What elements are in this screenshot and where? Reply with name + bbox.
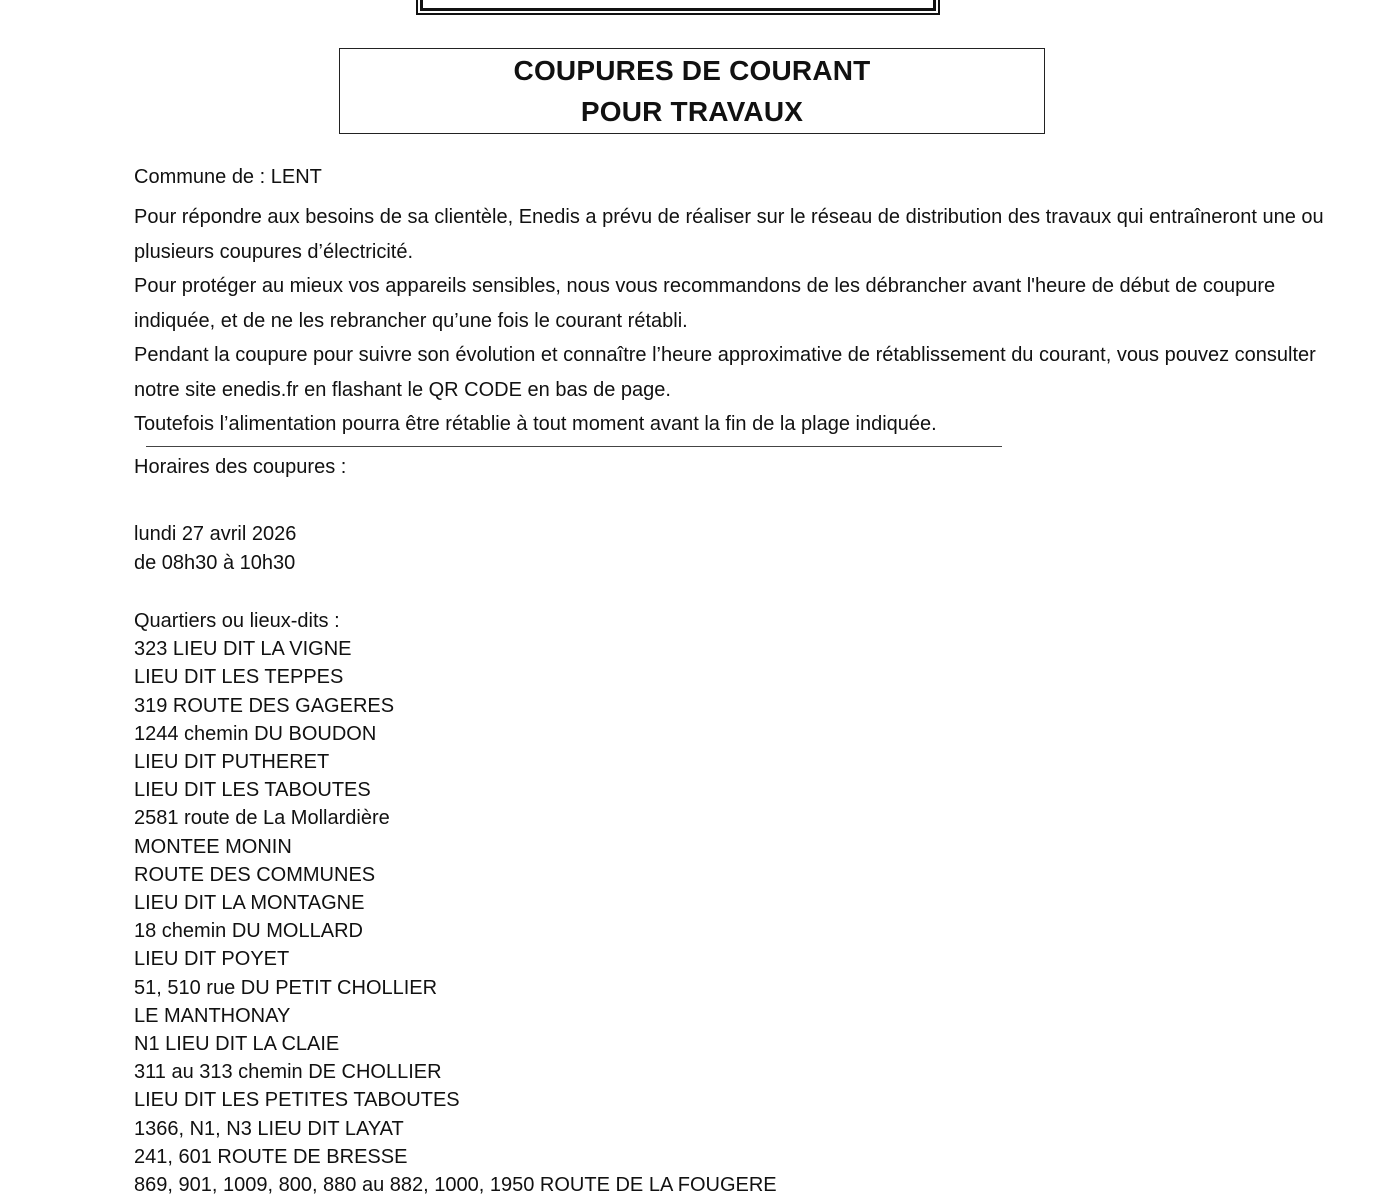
paragraph-restore: Toutefois l’alimentation pourra être rétablie à tout moment avant la fin de la plage indiquée.: [134, 413, 937, 435]
list-item: LIEU DIT PUTHERET: [134, 751, 330, 774]
places-heading: Quartiers ou lieux-dits :: [134, 610, 340, 632]
paragraph-protect: Pour protéger au mieux vos appareils sensibles, nous vous recommandons de les débrancher avant l'heure de début de coupure indiquée, et de ne les rebrancher qu’une fois le courant rétabli.: [134, 275, 1276, 332]
list-item: 241, 601 ROUTE DE BRESSE: [134, 1145, 408, 1168]
list-item: 1366, N1, N3 LIEU DIT LAYAT: [134, 1117, 404, 1140]
title-box: [339, 48, 1045, 134]
paragraph-needs: Pour répondre aux besoins de sa clientèle, Enedis a prévu de réaliser sur le réseau de distribution des travaux qui entraîneront une ou plusieurs coupures d’électricité.: [134, 206, 1324, 263]
list-item: LIEU DIT LA MONTAGNE: [134, 892, 365, 915]
title-line-2: POUR TRAVAUX: [580, 96, 804, 127]
list-item: N1 LIEU DIT LA CLAIE: [134, 1033, 340, 1056]
list-item: LE MANTHONAY: [134, 1004, 291, 1027]
schedule-block: [134, 520, 296, 577]
list-item: 323 LIEU DIT LA VIGNE: [134, 638, 352, 661]
schedule-time: de 08h30 à 10h30: [134, 551, 296, 574]
list-item: ROUTE DES COMMUNES: [134, 863, 376, 886]
header-frame-decoration: [420, 0, 936, 11]
list-item: 2581 route de La Mollardière: [134, 807, 390, 830]
paragraph-follow: Pendant la coupure pour suivre son évolution et connaître l’heure approximative de rétablissement du courant, vous pouvez consulter notre site enedis.fr en flashant le QR CODE en bas de page.: [134, 344, 1316, 401]
list-item: 51, 510 rue DU PETIT CHOLLIER: [134, 976, 438, 999]
list-item: 869, 901, 1009, 800, 880 au 882, 1000, 1950 ROUTE DE LA FOUGERE: [134, 1174, 777, 1197]
schedule-date: lundi 27 avril 2026: [134, 523, 297, 545]
list-item: MONTEE MONIN: [134, 835, 292, 858]
list-item: LIEU DIT LES TEPPES: [134, 666, 344, 689]
list-item: LIEU DIT LES PETITES TABOUTES: [134, 1089, 460, 1112]
list-item: 319 ROUTE DES GAGERES: [134, 694, 395, 717]
commune-label: Commune de : LENT: [134, 166, 322, 188]
list-item: LIEU DIT LES TABOUTES: [134, 779, 371, 802]
list-item: 18 chemin DU MOLLARD: [134, 920, 363, 943]
places-list: [134, 635, 777, 1199]
list-item: 1244 chemin DU BOUDON: [134, 722, 377, 745]
notice-body: [134, 160, 1354, 442]
schedule-heading: Horaires des coupures :: [134, 456, 347, 478]
list-item: LIEU DIT POYET: [134, 948, 290, 971]
divider: [146, 446, 1002, 447]
places-block: [134, 607, 777, 1199]
title-line-1: COUPURES DE COURANT: [513, 55, 871, 86]
list-item: 311 au 313 chemin DE CHOLLIER: [134, 1061, 442, 1084]
